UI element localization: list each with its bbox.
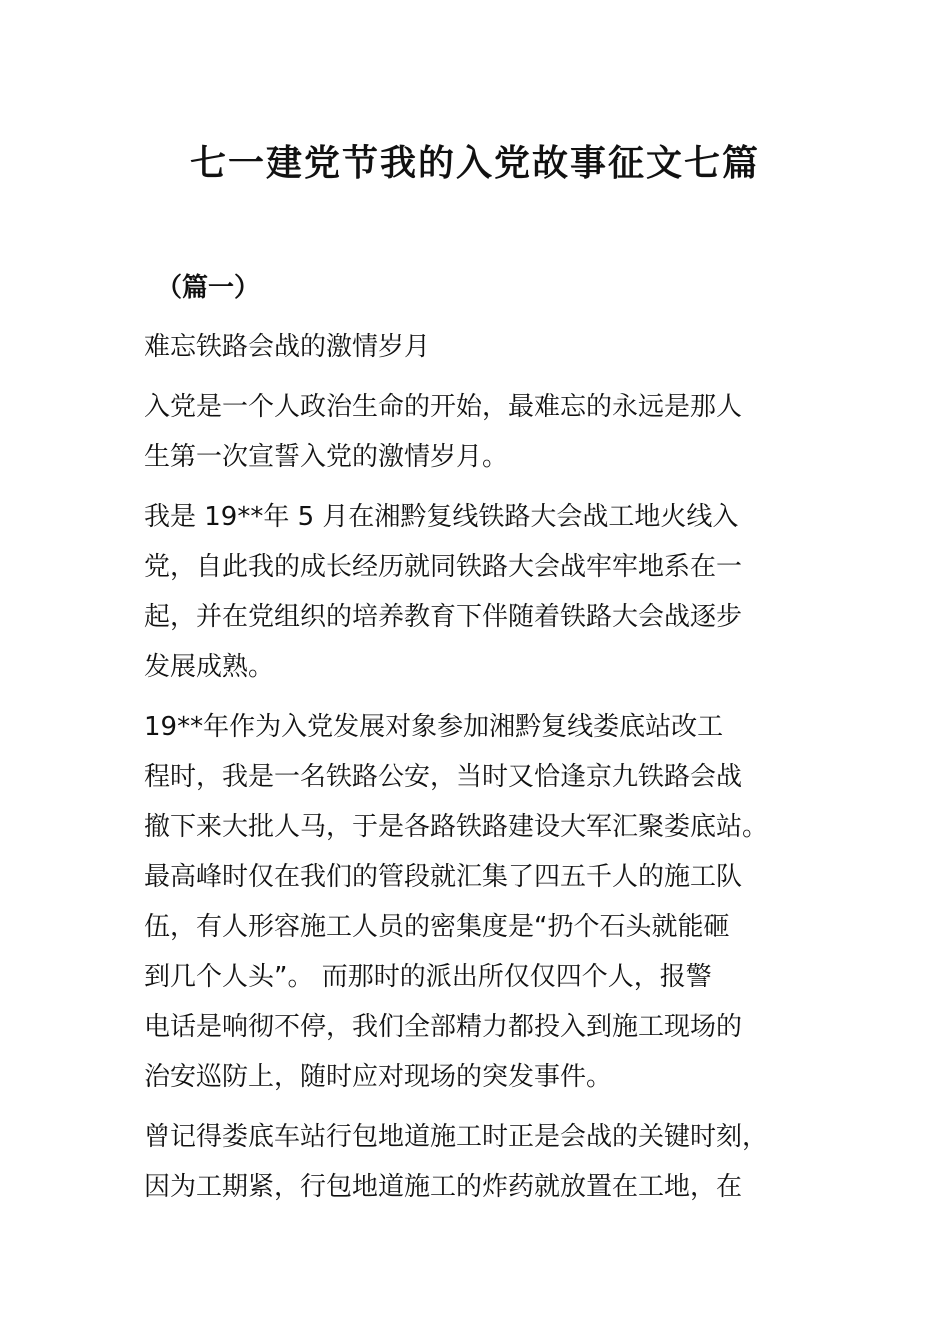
paragraph-line: 治安巡防上，随时应对现场的突发事件。 xyxy=(144,1062,613,1092)
section-label: （篇一） xyxy=(156,273,261,303)
paragraph-line: 伍，有人形容施工人员的密集度是“扔个石头就能砸 xyxy=(144,912,730,942)
paragraph-1 xyxy=(144,382,834,482)
paragraph-4 xyxy=(144,1112,834,1212)
paragraph-line: 党，自此我的成长经历就同铁路大会战牢牢地系在一 xyxy=(144,552,743,582)
document-body xyxy=(144,262,834,1222)
paragraph-line: 生第一次宣誓入党的激情岁月。 xyxy=(144,442,509,472)
paragraph-line: 最高峰时仅在我们的管段就汇集了四五千人的施工队 xyxy=(144,862,743,892)
paragraph-2 xyxy=(144,492,834,692)
paragraph-line: 撤下来大批人马，于是各路铁路建设大军汇聚娄底站。 xyxy=(144,812,769,842)
article-subtitle: 难忘铁路会战的激情岁月 xyxy=(144,332,431,362)
paragraph-line: 曾记得娄底车站行包地道施工时正是会战的关键时刻， xyxy=(144,1122,769,1152)
paragraph-line: 发展成熟。 xyxy=(144,652,275,682)
paragraph-3 xyxy=(144,702,834,1102)
paragraph-line: 我是 19**年 5 月在湘黔复线铁路大会战工地火线入 xyxy=(144,502,739,532)
paragraph-line: 程时，我是一名铁路公安，当时又恰逢京九铁路会战 xyxy=(144,762,743,792)
paragraph-line: 起，并在党组织的培养教育下伴随着铁路大会战逐步 xyxy=(144,602,743,632)
paragraph-line: 19**年作为入党发展对象参加湘黔复线娄底站改工 xyxy=(144,712,724,742)
document-title: 七一建党节我的入党故事征文七篇 xyxy=(189,143,760,184)
paragraph-line: 电话是响彻不停，我们全部精力都投入到施工现场的 xyxy=(144,1012,743,1042)
paragraph-line: 因为工期紧，行包地道施工的炸药就放置在工地，在 xyxy=(144,1172,743,1202)
paragraph-line: 入党是一个人政治生命的开始，最难忘的永远是那人 xyxy=(144,392,743,422)
paragraph-line: 到几个人头”。 而那时的派出所仅仅四个人，报警 xyxy=(144,962,712,992)
